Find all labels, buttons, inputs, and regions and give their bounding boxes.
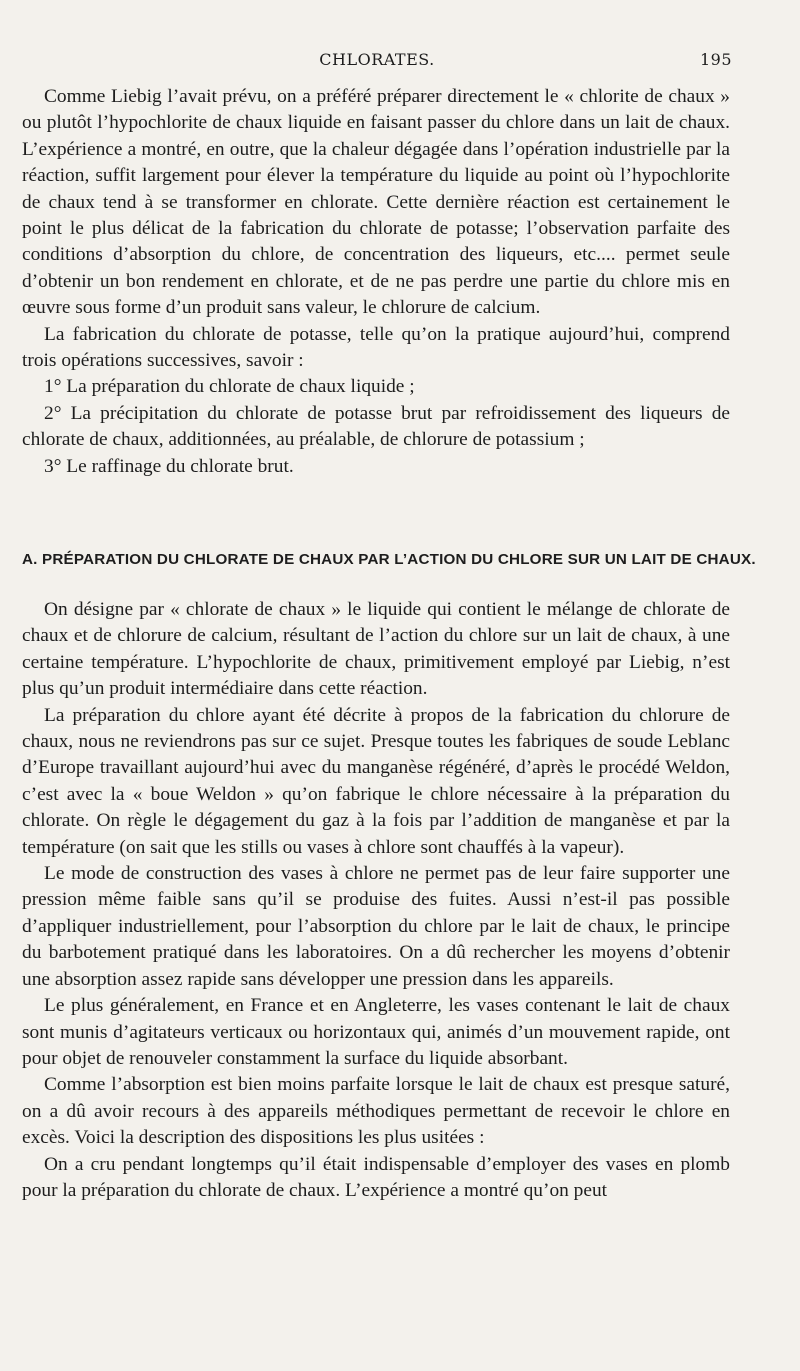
paragraph: La préparation du chlore ayant été décrite à propos de la fabrication du chlorure de chaux, nous ne reviendrons pas sur ce sujet. Presque toutes les fabriques de soude Leblanc d’Europe travaillant aujourd’hui avec du manganèse régénéré, d’après le procédé Weldon, c’est avec la « boue Weldon » qu’on fabrique le chlore nécessaire à la préparation du chlorate. On règle le dégagement du gaz à la fois par l’addition de manganèse et par la température (on sait que les stills ou vases à chlore sont chauffés à la vapeur). xyxy=(22,704,730,858)
step-item: 1° La préparation du chlorate de chaux liquide ; xyxy=(44,376,415,398)
running-title: CHLORATES. xyxy=(319,50,435,69)
section-text xyxy=(22,597,730,1204)
paragraph: On désigne par « chlorate de chaux » le liquide qui contient le mélange de chlorate de chaux et de chlorure de calcium, résultant de l’action du chlore sur un lait de chaux, à une certaine température. L’hypochlorite de chaux, primitivement employé par Liebig, n’est plus qu’un produit intermédiaire dans cette réaction. xyxy=(22,599,730,700)
paragraph: La fabrication du chlorate de potasse, telle qu’on la pratique aujourd’hui, comprend trois opérations successives, savoir : xyxy=(22,323,730,372)
section-heading: A. PRÉPARATION DU CHLORATE DE CHAUX PAR L’ACTION DU CHLORE SUR UN LAIT DE CHAUX. xyxy=(22,551,756,568)
intro-text xyxy=(22,84,730,480)
paragraph: On a cru pendant longtemps qu’il était indispensable d’employer des vases en plomb pour la préparation du chlorate de chaux. L’expérience a montré qu’on peut xyxy=(22,1153,730,1201)
paragraph: Comme Liebig l’avait prévu, on a préféré préparer directement le « chlorite de chaux » ou plutôt l’hypochlorite de chaux liquide en faisant passer du chlore dans un lait de chaux. L’expérience a montré, en outre, que la chaleur dégagée dans l’opération industrielle par la réaction, suffit largement pour élever la température du liquide au point où l’hypochlorite de chaux tend à se transformer en chlorate. Cette dernière réaction est certainement le point le plus délicat de la fabrication du chlorate de potasse; l’observation parfaite des conditions d’absorption du chlore, de concentration des liqueurs, etc.... permet seule d’obtenir un bon rendement en chlorate, et de ne pas perdre une partie du chlore mis en œuvre sous forme d’un produit sans valeur, le chlorure de calcium. xyxy=(22,86,730,319)
step-item: 2° La précipitation du chlorate de potasse brut par refroidissement des liqueurs de chlorate de chaux, additionnées, au préalable, de chlorure de potassium ; xyxy=(22,402,730,451)
paragraph: Le plus généralement, en France et en Angleterre, les vases contenant le lait de chaux sont munis d’agitateurs verticaux ou horizontaux qui, animés d’un mouvement rapide, ont pour objet de renouveler constamment la surface du liquide absorbant. xyxy=(22,995,730,1069)
step-item: 3° Le raffinage du chlorate brut. xyxy=(44,455,294,477)
page-number: 195 xyxy=(699,50,732,69)
paragraph: Le mode de construction des vases à chlore ne permet pas de leur faire supporter une pression même faible sans qu’il se produise des fuites. Aussi n’est-il pas possible d’appliquer industriellement, pour l’absorption du chlore par le lait de chaux, le principe du barbotement pratiqué dans les laboratoires. On a dû rechercher les moyens d’obtenir une absorption assez rapide sans développer une pression dans les appareils. xyxy=(22,863,730,990)
running-header xyxy=(22,50,732,74)
paragraph: Comme l’absorption est bien moins parfaite lorsque le lait de chaux est presque saturé, on a dû avoir recours à des appareils méthodiques permettant de recevoir le chlore en excès. Voici la description des dispositions les plus usitées : xyxy=(22,1074,730,1149)
